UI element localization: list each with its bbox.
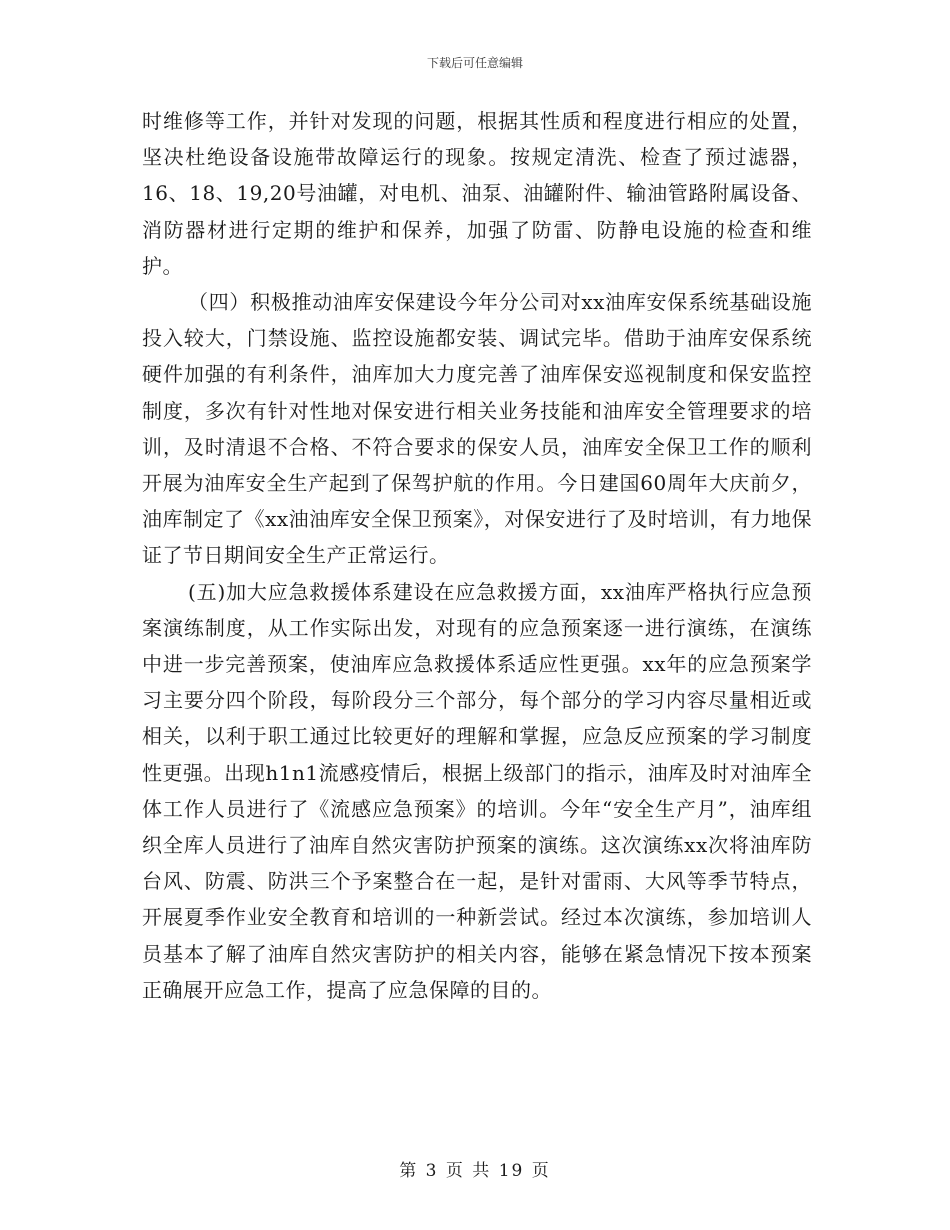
paragraph-section-five: (五)加大应急救援体系建设在应急救援方面，xx油库严格执行应急预案演练制度，从工作实际出发，对现有的应急预案逐一进行演练，在演练中进一步完善预案，使油库应急救援体系适应性更强。xx年的应急预案学习主要分四个阶段，每阶段分三个部分，每个部分的学习内容尽量相近或相关，以利于职工通过比较更好的理解和掌握，应急反应预案的学习制度性更强。出现h1n1流感疫情后，根据上级部门的指示，油库及时对油库全体工作人员进行了《流感应急预案》的培训。今年“安全生产月”，油库组织全库人员进行了油库自然灾害防护预案的演练。这次演练xx次将油库防台风、防震、防洪三个予案整合在一起，是针对雷雨、大风等季节特点，开展夏季作业安全教育和培训的一种新尝试。经过本次演练，参加培训人员基本了解了油库自然灾害防护的相关内容，能够在紧急情况下按本预案正确展开应急工作，提高了应急保障的目的。 (142, 579, 812, 1002)
page-header-note: 下载后可任意编辑 (426, 56, 523, 70)
paragraph-continuation: 时维修等工作，并针对发现的问题，根据其性质和程度进行相应的处置，坚决杜绝设备设施带故障运行的现象。按规定清洗、检查了预过滤器，16、18、19,20号油罐，对电机、油泵、油罐附件、输油管路附属设备、消防器材进行定期的维护和保养，加强了防雷、防静电设施的检查和维护。 (142, 109, 812, 278)
paragraph-section-four: （四）积极推动油库安保建设今年分公司对xx油库安保系统基础设施投入较大，门禁设施、监控设施都安装、调试完毕。借助于油库安保系统硬件加强的有利条件，油库加大力度完善了油库保安巡视制度和保安监控制度，多次有针对性地对保安进行相关业务技能和油库安全管理要求的培训，及时清退不合格、不符合要求的保安人员，油库安全保卫工作的顺利开展为油库安全生产起到了保驾护航的作用。今日建国60周年大庆前夕，油库制定了《xx油油库安全保卫预案》，对保安进行了及时培训，有力地保证了节日期间安全生产正常运行。 (142, 290, 812, 568)
document-body (142, 103, 812, 1008)
page-number-footer: 第 3 页 共 19 页 (399, 1161, 551, 1181)
